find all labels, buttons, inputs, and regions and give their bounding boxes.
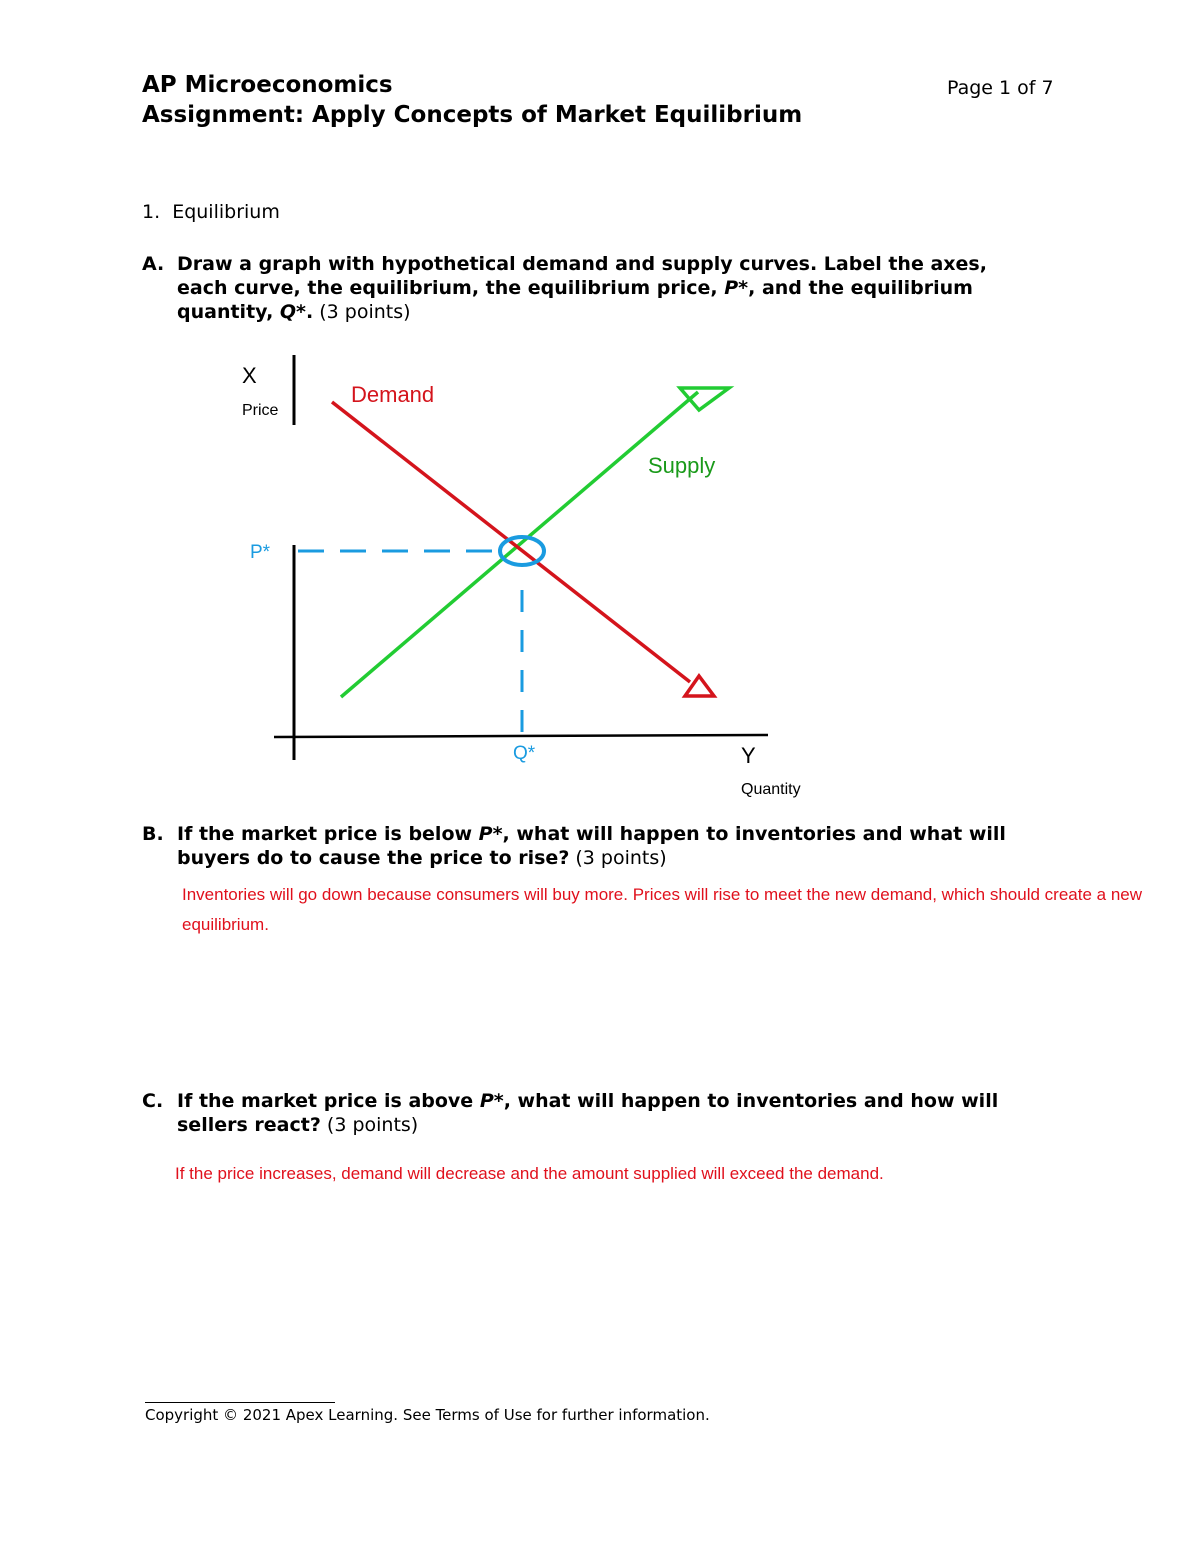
q-star-var: Q* bbox=[279, 301, 306, 323]
question-a: Draw a graph with hypothetical demand and supply curves. Label the axes, each curve, the equilibrium, the equilibrium price, P*, and the equilibrium quantity, Q*. (3 points) bbox=[177, 253, 987, 323]
assignment-title: Assignment: Apply Concepts of Market Equilibrium bbox=[142, 102, 803, 128]
question-a-letter: A. bbox=[142, 253, 165, 275]
supply-demand-graph bbox=[230, 350, 830, 810]
x-axis-label: Quantity bbox=[741, 781, 801, 798]
y-axis-label: Price bbox=[242, 402, 279, 419]
supply-curve bbox=[341, 392, 698, 697]
p-star-var: P* bbox=[724, 277, 749, 299]
course-title: AP Microeconomics bbox=[142, 72, 393, 98]
x-axis-letter: Y bbox=[741, 743, 756, 768]
quantity-star-label: Q* bbox=[513, 743, 536, 764]
page-number: Page 1 of 7 bbox=[947, 77, 1054, 99]
question-b-points: (3 points) bbox=[575, 847, 667, 869]
supply-arrowhead bbox=[680, 388, 729, 410]
question-c-letter: C. bbox=[142, 1090, 164, 1112]
question-c: If the market price is above P*, what will happen to inventories and how will sellers react? (3 points) bbox=[177, 1090, 999, 1136]
footer-rule bbox=[145, 1402, 335, 1403]
question-a-line1: Draw a graph with hypothetical demand and supply curves. Label the axes, bbox=[177, 253, 987, 275]
answer-b-line1: Inventories will go down because consumers will buy more. Prices will rise to meet the new demand, which should create a new bbox=[182, 885, 1143, 904]
copyright: Copyright © 2021 Apex Learning. See Terms of Use for further information. bbox=[145, 1406, 710, 1424]
section-heading bbox=[142, 200, 280, 224]
question-c-points: (3 points) bbox=[326, 1114, 419, 1136]
question-b: If the market price is below P*, what will happen to inventories and what will buyers do to cause the price to rise? (3 points) bbox=[177, 823, 1006, 869]
section-number: 1. bbox=[142, 201, 161, 223]
question-a-points: (3 points) bbox=[319, 301, 411, 323]
y-axis-letter: X bbox=[242, 363, 257, 388]
section-title: Equilibrium bbox=[172, 201, 280, 223]
demand-arrowhead bbox=[685, 676, 714, 696]
price-star-label: P* bbox=[250, 542, 271, 563]
answer-b bbox=[182, 880, 1192, 940]
x-axis bbox=[274, 735, 768, 737]
question-b-letter: B. bbox=[142, 823, 164, 845]
answer-b-line2: equilibrium. bbox=[182, 915, 269, 934]
answer-c: If the price increases, demand will decrease and the amount supplied will exceed the demand. bbox=[175, 1164, 884, 1183]
supply-label: Supply bbox=[648, 453, 716, 478]
demand-label: Demand bbox=[351, 382, 435, 407]
